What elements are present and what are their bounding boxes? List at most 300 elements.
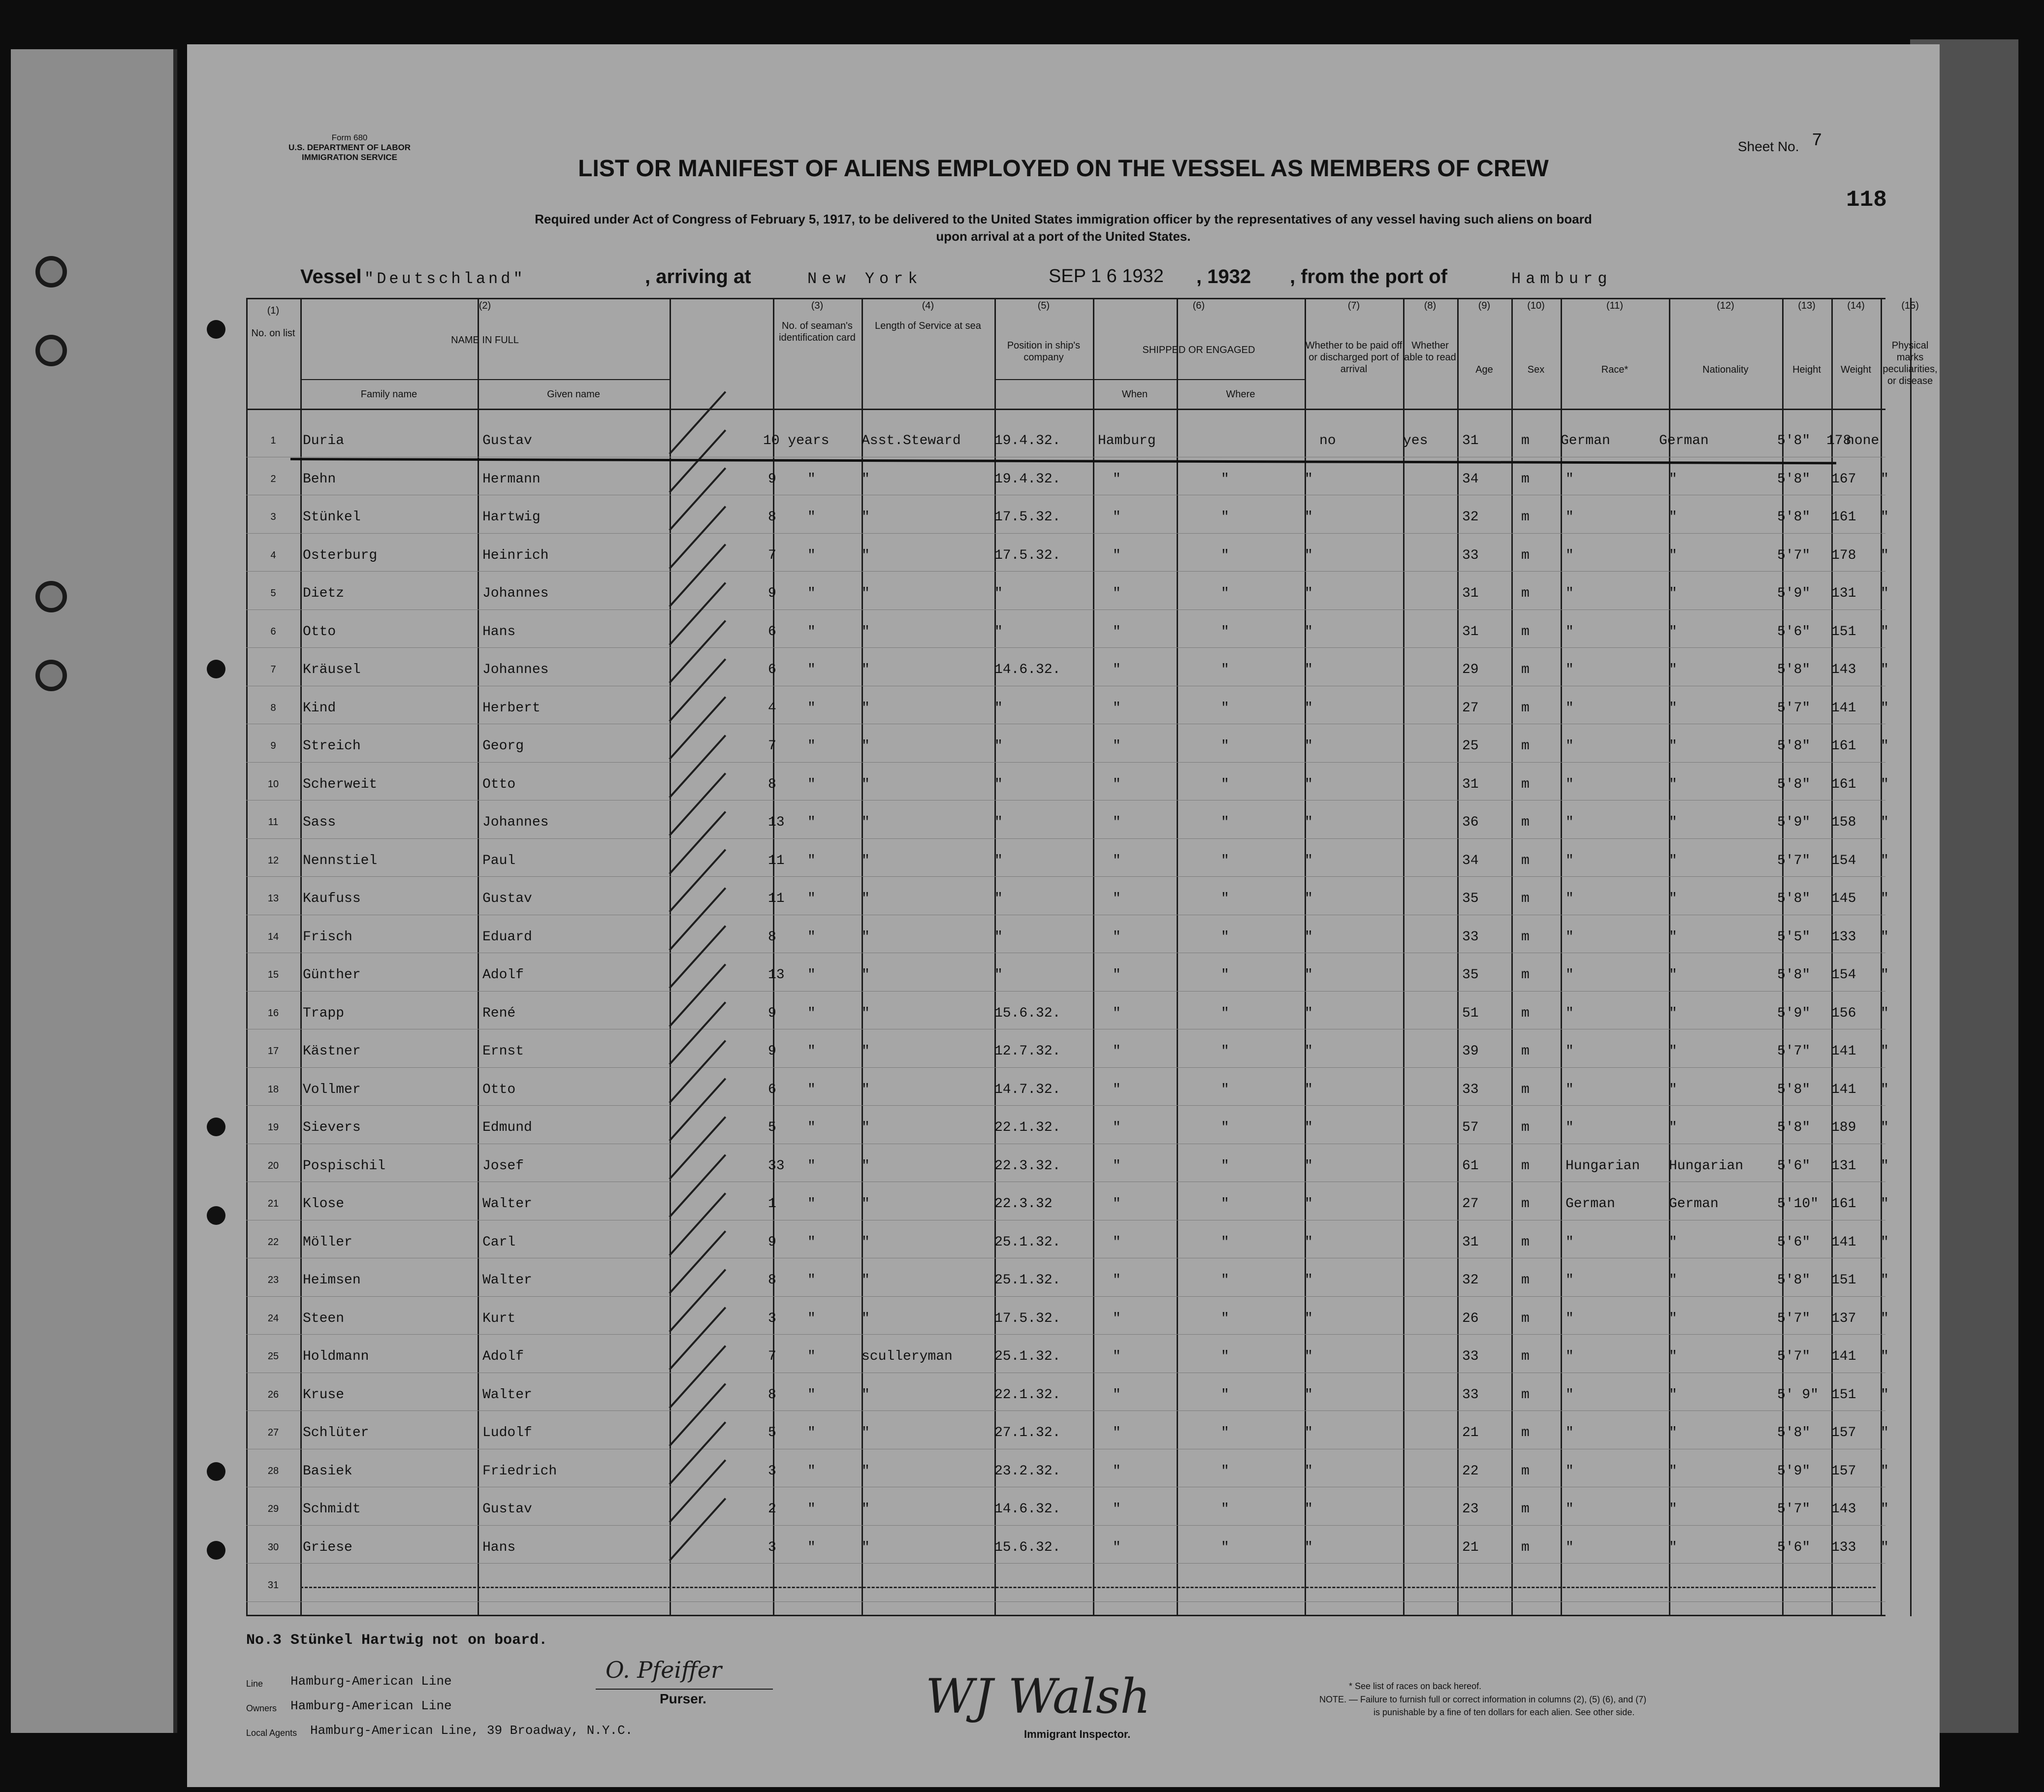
table-cell: "	[862, 929, 870, 945]
table-cell: Gustav	[482, 891, 532, 906]
table-cell: 35	[1462, 967, 1479, 983]
column-header-n6: (6)	[1192, 300, 1205, 311]
table-cell: m	[1521, 891, 1530, 906]
punch-hole	[207, 1541, 225, 1560]
table-cell: "	[994, 700, 1003, 716]
table-cell: 39	[1462, 1044, 1479, 1059]
table-cell: 14.6.32.	[994, 1502, 1061, 1517]
table-cell: "	[862, 738, 870, 754]
table-cell: "	[1305, 1311, 1313, 1326]
table-cell: "	[1113, 662, 1121, 677]
table-cell: "	[1565, 700, 1574, 716]
column-header-c4: Length of Service at sea	[875, 320, 981, 331]
table-cell: "	[1669, 586, 1677, 601]
table-cell: "	[1565, 815, 1574, 830]
table-cell: Vollmer	[303, 1082, 361, 1097]
column-header-n7: (7)	[1347, 300, 1360, 311]
table-cell: "	[807, 1502, 816, 1517]
table-cell: 31	[1462, 433, 1479, 448]
table-cell: 145	[1831, 891, 1856, 906]
table-cell: Duria	[303, 433, 345, 448]
table-cell: 143	[1831, 662, 1856, 677]
table-cell: 5'9"	[1777, 1463, 1811, 1479]
table-cell: "	[1669, 967, 1677, 983]
table-cell: Adolf	[482, 967, 524, 983]
table-cell: Eduard	[482, 929, 532, 945]
table-cell: "	[1881, 1120, 1889, 1135]
table-cell: Friedrich	[482, 1463, 557, 1479]
row-number: 24	[267, 1312, 279, 1324]
row-number: 8	[270, 702, 276, 713]
table-cell: "	[1221, 1234, 1229, 1250]
check-mark	[669, 696, 727, 760]
line-value: Hamburg-American Line	[290, 1674, 452, 1689]
column-header-c5: Position in ship's company	[1007, 340, 1081, 363]
table-cell: 25	[1462, 738, 1479, 754]
table-cell: m	[1521, 1387, 1530, 1403]
table-cell: 133	[1831, 929, 1856, 945]
table-cell: Hans	[482, 624, 516, 640]
table-cell: "	[1669, 547, 1677, 563]
table-cell: 5'6"	[1777, 624, 1811, 640]
table-cell: 178	[1831, 547, 1856, 563]
table-cell: "	[1669, 853, 1677, 868]
row-rule	[246, 1525, 1885, 1526]
table-cell: "	[1113, 1425, 1121, 1440]
table-cell: "	[1565, 547, 1574, 563]
table-cell: "	[1669, 1120, 1677, 1135]
table-cell: "	[1881, 967, 1889, 983]
table-cell: "	[1669, 1387, 1677, 1403]
table-cell: 25.1.32.	[994, 1234, 1061, 1250]
table-cell: "	[1565, 1425, 1574, 1440]
table-cell: "	[1565, 1005, 1574, 1021]
table-cell: "	[1565, 1349, 1574, 1364]
table-cell: "	[1881, 1044, 1889, 1059]
column-rule	[1831, 298, 1833, 1616]
table-cell: "	[1881, 891, 1889, 906]
table-cell: Paul	[482, 853, 516, 868]
table-cell: "	[1305, 1387, 1313, 1403]
table-cell: "	[1221, 776, 1229, 792]
binder-hole	[35, 256, 67, 288]
table-cell: 6	[768, 1082, 776, 1097]
table-cell: "	[1565, 853, 1574, 868]
table-cell: Schlüter	[303, 1425, 369, 1440]
table-cell: 31	[1462, 776, 1479, 792]
table-cell: 34	[1462, 471, 1479, 487]
table-cell: 11	[768, 853, 785, 868]
table-cell: "	[1305, 1273, 1313, 1288]
table-cell: 5'8"	[1777, 510, 1811, 525]
row-number: 16	[267, 1007, 279, 1019]
table-cell: "	[1305, 471, 1313, 487]
owners-label: Owners	[246, 1703, 277, 1713]
column-header-c3: No. of seaman's identification card	[779, 320, 856, 343]
table-cell: "	[1669, 815, 1677, 830]
vessel-name: "Deutschland"	[364, 270, 526, 288]
table-cell: Kaufuss	[303, 891, 361, 906]
column-rule	[1305, 298, 1306, 1616]
table-cell: "	[862, 1120, 870, 1135]
column-rule	[862, 298, 863, 1616]
table-cell: "	[1113, 1463, 1121, 1479]
column-header-c14: Weight	[1841, 364, 1871, 375]
table-cell: "	[1113, 700, 1121, 716]
table-cell: 17.5.32.	[994, 510, 1061, 525]
table-cell: 5'7"	[1777, 700, 1811, 716]
column-header-c1: No. on list	[251, 328, 295, 339]
row-rule	[246, 1334, 1885, 1335]
table-cell: Hamburg	[1098, 433, 1156, 448]
table-cell: "	[1669, 1082, 1677, 1097]
table-cell: "	[1305, 624, 1313, 640]
table-cell: "	[1305, 1005, 1313, 1021]
table-cell: 33	[768, 1158, 785, 1174]
purser-rule	[596, 1689, 773, 1690]
table-cell: 151	[1831, 1387, 1856, 1403]
table-cell: "	[807, 1082, 816, 1097]
table-cell: "	[1669, 1005, 1677, 1021]
table-cell: "	[807, 471, 816, 487]
table-cell: 5	[768, 1425, 776, 1440]
table-cell: "	[1565, 891, 1574, 906]
table-cell: Edmund	[482, 1120, 532, 1135]
check-mark	[669, 1498, 727, 1561]
departure-port: Hamburg	[1511, 270, 1612, 288]
table-cell: German	[1669, 1196, 1719, 1212]
table-cell: 5'8"	[1777, 1120, 1811, 1135]
table-cell: "	[1881, 776, 1889, 792]
table-cell: "	[1221, 891, 1229, 906]
table-cell: m	[1521, 776, 1530, 792]
check-mark	[669, 963, 727, 1027]
table-cell: "	[1565, 624, 1574, 640]
table-cell: 27	[1462, 1196, 1479, 1212]
row-number: 6	[270, 626, 276, 637]
check-mark	[669, 1040, 727, 1103]
table-cell: "	[1565, 1044, 1574, 1059]
table-cell: "	[994, 776, 1003, 792]
table-cell: Walter	[482, 1387, 532, 1403]
table-cell: 161	[1831, 738, 1856, 754]
table-cell: "	[1113, 1311, 1121, 1326]
table-cell: "	[862, 1463, 870, 1479]
table-cell: 5'8"	[1777, 1425, 1811, 1440]
table-cell: "	[807, 891, 816, 906]
table-cell: Kurt	[482, 1311, 516, 1326]
row-rule	[246, 876, 1885, 877]
table-cell: "	[1113, 738, 1121, 754]
table-cell: "	[1305, 1196, 1313, 1212]
table-cell: "	[1221, 1539, 1229, 1555]
table-cell: Heinrich	[482, 547, 549, 563]
table-cell: m	[1521, 967, 1530, 983]
row-number: 9	[270, 740, 276, 751]
table-cell: "	[862, 1044, 870, 1059]
table-cell: Ludolf	[482, 1425, 532, 1440]
fine-note-1: NOTE. — Failure to furnish full or correct information in columns (2), (5) (6), and (7)	[1319, 1695, 1647, 1704]
table-cell: yes	[1403, 433, 1428, 448]
table-cell: m	[1521, 1005, 1530, 1021]
table-cell: 4	[768, 700, 776, 716]
column-header-n12: (12)	[1717, 300, 1734, 311]
table-cell: "	[862, 624, 870, 640]
table-cell: Griese	[303, 1539, 352, 1555]
table-cell: 8	[768, 929, 776, 945]
table-cell: 3	[768, 1539, 776, 1555]
subtitle-line-1: Required under Act of Congress of February 5, 1917, to be delivered to the United States immigration officer by the representatives of any vessel having such aliens on board	[535, 212, 1592, 226]
table-cell: "	[807, 1311, 816, 1326]
table-cell: "	[1881, 662, 1889, 677]
column-header-n3: (3)	[811, 300, 824, 311]
table-cell: "	[1113, 1234, 1121, 1250]
column-header-n14: (14)	[1847, 300, 1865, 311]
table-cell: Otto	[303, 624, 336, 640]
table-cell: "	[994, 853, 1003, 868]
table-cell: "	[1221, 1349, 1229, 1364]
row-number: 29	[267, 1504, 279, 1514]
table-cell: Möller	[303, 1234, 352, 1250]
row-number: 5	[270, 588, 276, 599]
table-cell: "	[807, 1158, 816, 1174]
table-cell: "	[1221, 929, 1229, 945]
table-cell: Steen	[303, 1311, 345, 1326]
table-cell: none	[1846, 433, 1880, 448]
check-mark	[669, 658, 727, 722]
table-cell: 5'8"	[1777, 738, 1811, 754]
check-mark	[669, 1001, 727, 1065]
table-cell: Sievers	[303, 1120, 361, 1135]
table-cell: m	[1521, 433, 1530, 448]
table-cell: "	[1221, 1425, 1229, 1440]
table-cell: 10 years	[763, 433, 830, 448]
table-cell: "	[1881, 586, 1889, 601]
table-cell: Osterburg	[303, 547, 378, 563]
sheet-number: 7	[1812, 130, 1822, 151]
check-mark	[669, 925, 727, 989]
table-cell: Basiek	[303, 1463, 352, 1479]
table-cell: German	[1565, 1196, 1615, 1212]
subtitle-line-2: upon arrival at a port of the United States.	[936, 229, 1191, 244]
column-header-c12: Nationality	[1702, 364, 1749, 375]
row-number: 30	[267, 1541, 279, 1553]
table-cell: "	[1113, 1539, 1121, 1555]
table-cell: "	[1113, 776, 1121, 792]
table-cell: "	[1221, 1311, 1229, 1326]
table-cell: 7	[768, 1349, 776, 1364]
check-mark	[669, 772, 727, 836]
name-subheader-rule	[300, 379, 670, 380]
table-cell: 141	[1831, 1044, 1856, 1059]
row-number: 19	[267, 1122, 279, 1133]
row-rule	[246, 1410, 1885, 1411]
races-note: * See list of races on back hereof.	[1349, 1681, 1482, 1691]
table-cell: 5'7"	[1777, 1044, 1811, 1059]
table-cell: "	[1221, 1082, 1229, 1097]
column-header-n9: (9)	[1478, 300, 1491, 311]
column-header-c6b: Where	[1226, 389, 1255, 400]
table-cell: 33	[1462, 1387, 1479, 1403]
table-cell: 23.2.32.	[994, 1463, 1061, 1479]
table-cell: "	[1669, 1044, 1677, 1059]
table-cell: "	[1221, 510, 1229, 525]
table-cell: 21	[1462, 1425, 1479, 1440]
table-cell: "	[1305, 1044, 1313, 1059]
table-cell: 26	[1462, 1311, 1479, 1326]
table-cell: "	[1881, 929, 1889, 945]
table-cell: Georg	[482, 738, 524, 754]
table-cell: m	[1521, 853, 1530, 868]
table-cell: Behn	[303, 471, 336, 487]
row-rule	[246, 571, 1885, 572]
column-rule	[773, 298, 774, 1616]
table-cell: "	[1669, 624, 1677, 640]
table-cell: "	[862, 815, 870, 830]
table-cell: Kruse	[303, 1387, 345, 1403]
table-cell: m	[1521, 1502, 1530, 1517]
table-cell: Ernst	[482, 1044, 524, 1059]
owners-value: Hamburg-American Line	[290, 1698, 452, 1713]
table-cell: "	[862, 1273, 870, 1288]
table-cell: Klose	[303, 1196, 345, 1212]
column-header-n15: (15)	[1901, 300, 1919, 311]
row-number: 13	[267, 893, 279, 904]
table-cell: 9	[768, 1044, 776, 1059]
table-cell: "	[1881, 853, 1889, 868]
shipped-subheader-rule	[994, 379, 1305, 380]
table-cell: "	[1113, 586, 1121, 601]
table-cell: "	[862, 662, 870, 677]
table-cell: Hartwig	[482, 510, 541, 525]
table-cell: 5'6"	[1777, 1539, 1811, 1555]
arriving-label: , arriving at	[645, 266, 751, 288]
table-cell: Hungarian	[1565, 1158, 1640, 1174]
row-rule	[246, 1296, 1885, 1297]
table-cell: "	[1221, 1158, 1229, 1174]
table-cell: Streich	[303, 738, 361, 754]
row-rule	[246, 1105, 1885, 1106]
date-stamp: SEP 1 6 1932	[1049, 266, 1164, 287]
row-number: 31	[267, 1580, 279, 1591]
table-cell: 8	[768, 776, 776, 792]
table-cell: 9	[768, 471, 776, 487]
table-cell: 178	[1826, 433, 1852, 448]
table-cell: "	[1565, 1463, 1574, 1479]
table-cell: "	[1669, 471, 1677, 487]
table-cell: "	[1881, 624, 1889, 640]
table-cell: m	[1521, 1273, 1530, 1288]
table-cell: 7	[768, 738, 776, 754]
check-mark	[669, 1078, 727, 1141]
column-header-c13: Height	[1792, 364, 1821, 375]
table-cell: 5'8"	[1777, 891, 1811, 906]
table-cell: m	[1521, 1234, 1530, 1250]
table-cell: "	[1305, 967, 1313, 983]
table-cell: "	[1305, 1349, 1313, 1364]
table-cell: Adolf	[482, 1349, 524, 1364]
table-cell: 33	[1462, 929, 1479, 945]
table-cell: 151	[1831, 624, 1856, 640]
table-cell: 15.6.32.	[994, 1005, 1061, 1021]
table-cell: m	[1521, 1425, 1530, 1440]
table-cell: "	[1669, 1463, 1677, 1479]
table-cell: "	[862, 510, 870, 525]
table-cell: "	[1565, 1539, 1574, 1555]
table-cell: Trapp	[303, 1005, 345, 1021]
table-cell: Kind	[303, 700, 336, 716]
table-cell: Hans	[482, 1539, 516, 1555]
table-cell: "	[1669, 662, 1677, 677]
check-mark	[669, 620, 727, 683]
table-cell: "	[1565, 1311, 1574, 1326]
table-cell: "	[1669, 1425, 1677, 1440]
table-cell: "	[1221, 624, 1229, 640]
table-cell: "	[1113, 624, 1121, 640]
table-cell: m	[1521, 1349, 1530, 1364]
stamp-number: 118	[1846, 187, 1887, 213]
row-number: 11	[268, 817, 279, 828]
row-rule	[246, 1601, 1885, 1602]
agents-label: Local Agents	[246, 1728, 297, 1738]
column-rule	[1177, 298, 1178, 1616]
table-cell: 61	[1462, 1158, 1479, 1174]
row-number: 14	[267, 931, 279, 942]
footer-note: No.3 Stünkel Hartwig not on board.	[246, 1632, 548, 1649]
table-cell: 12.7.32.	[994, 1044, 1061, 1059]
table-cell: "	[862, 1502, 870, 1517]
column-rule	[670, 298, 671, 1616]
table-cell: 5'7"	[1777, 1349, 1811, 1364]
table-cell: "	[1221, 471, 1229, 487]
table-cell: Frisch	[303, 929, 352, 945]
column-rule	[994, 298, 996, 1616]
table-cell: 8	[768, 1273, 776, 1288]
table-cell: 32	[1462, 1273, 1479, 1288]
table-cell: "	[1881, 1502, 1889, 1517]
table-cell: 161	[1831, 776, 1856, 792]
check-mark	[669, 1116, 727, 1180]
table-cell: "	[1113, 815, 1121, 830]
table-cell: "	[1565, 1502, 1574, 1517]
manifest-sheet	[187, 44, 1940, 1787]
check-mark	[669, 1459, 727, 1523]
table-cell: 22.1.32.	[994, 1387, 1061, 1403]
check-mark	[669, 735, 727, 798]
table-cell: "	[1113, 1082, 1121, 1097]
table-cell: "	[1113, 1005, 1121, 1021]
table-cell: 17.5.32.	[994, 1311, 1061, 1326]
row-rule	[246, 1067, 1885, 1068]
table-cell: "	[1669, 891, 1677, 906]
table-cell: 5'8"	[1777, 471, 1811, 487]
table-cell: "	[1113, 1196, 1121, 1212]
column-header-c6a: When	[1121, 389, 1148, 400]
table-cell: 161	[1831, 510, 1856, 525]
table-cell: 36	[1462, 815, 1479, 830]
table-cell: "	[1305, 1120, 1313, 1135]
page-title: LIST OR MANIFEST OF ALIENS EMPLOYED ON THE VESSEL AS MEMBERS OF CREW	[578, 156, 1549, 182]
table-cell: "	[1669, 1311, 1677, 1326]
year-label: , 1932	[1196, 266, 1251, 288]
table-cell: "	[807, 929, 816, 945]
table-cell: "	[807, 967, 816, 983]
table-cell: 57	[1462, 1120, 1479, 1135]
table-cell: "	[862, 1311, 870, 1326]
table-cell: 21	[1462, 1539, 1479, 1555]
table-cell: "	[807, 1196, 816, 1212]
table-cell: 31	[1462, 586, 1479, 601]
